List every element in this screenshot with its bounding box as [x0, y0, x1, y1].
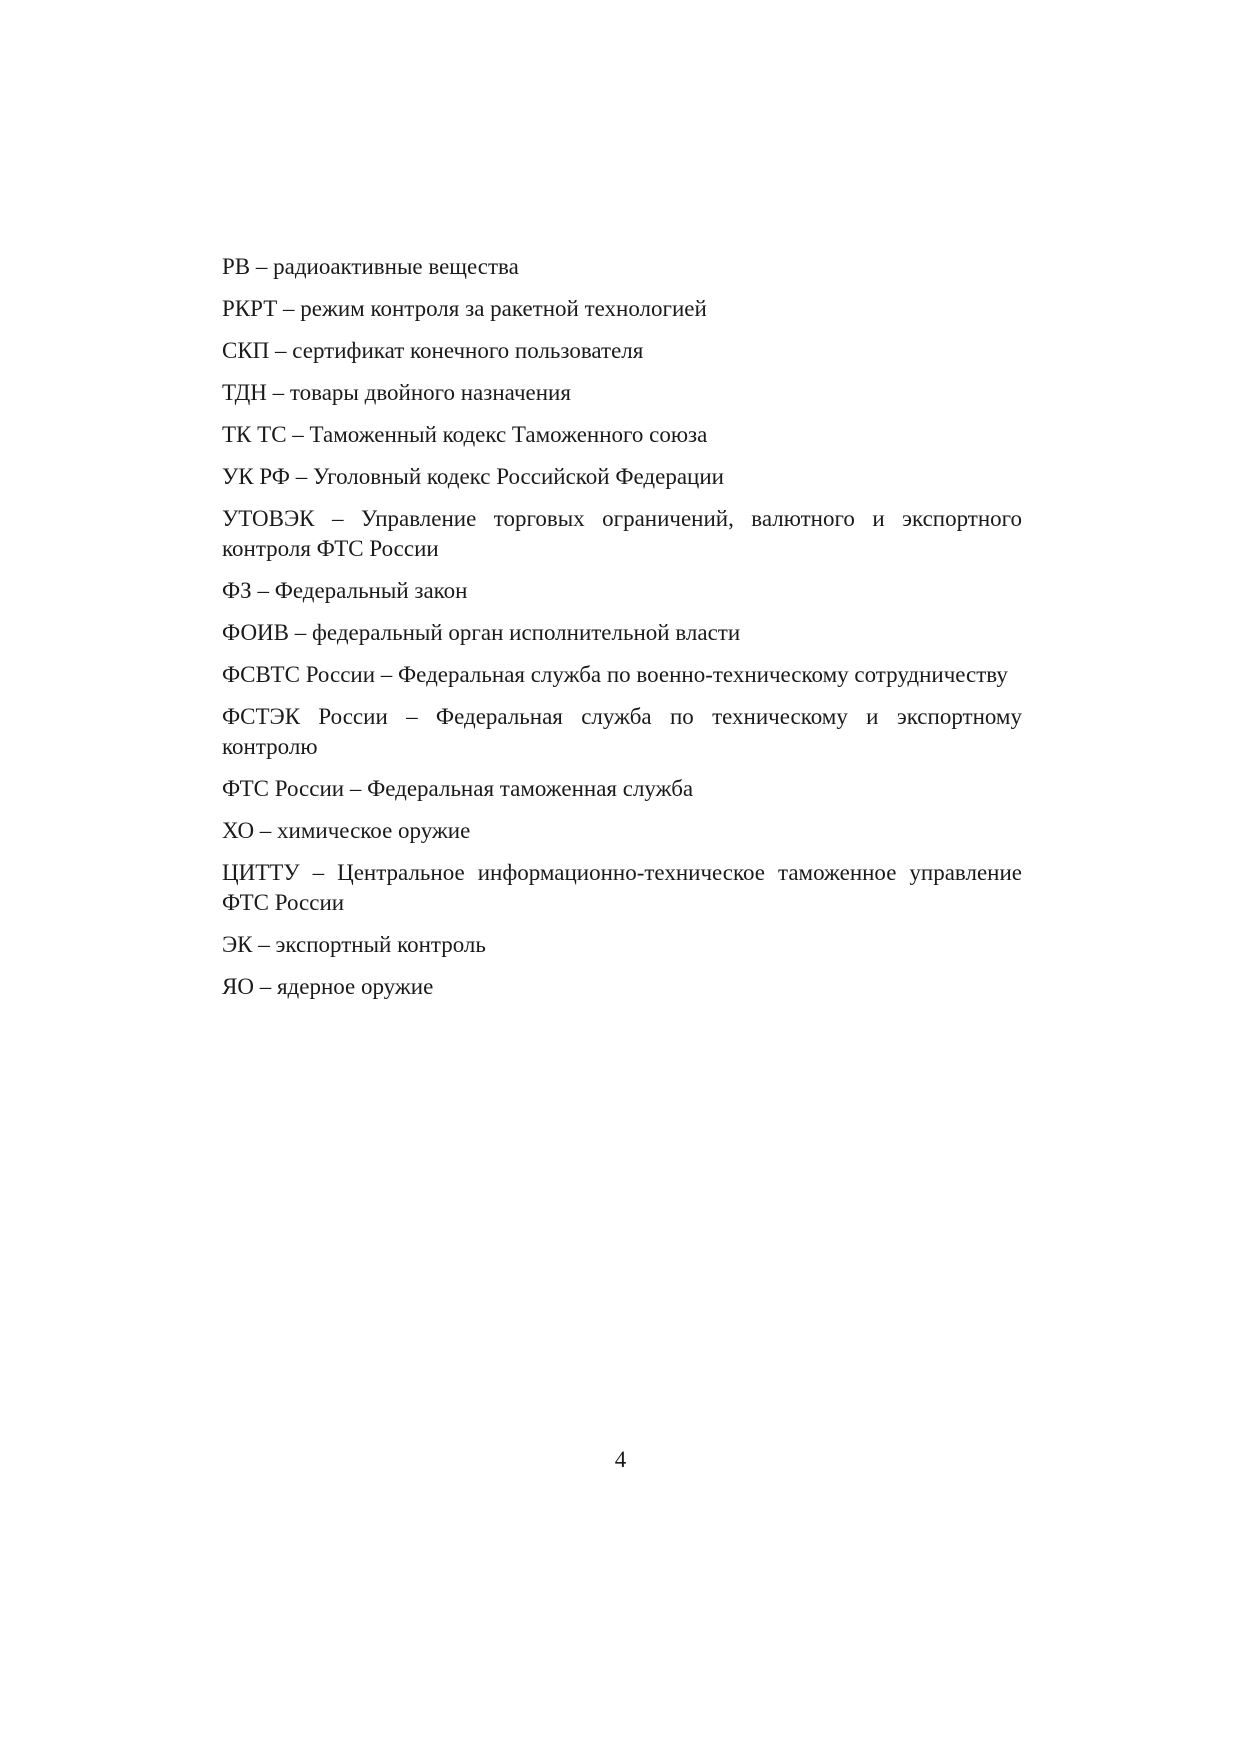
abbreviation-entry: РВ – радиоактивные вещества: [222, 254, 519, 279]
abbreviation-entry: ФОИВ – федеральный орган исполнительной власти: [222, 620, 741, 645]
abbreviation-entry: ЦИТТУ – Центральное информационно-техническое таможенное управление ФТС России: [222, 860, 1022, 915]
page-number: 4: [614, 1447, 627, 1472]
abbreviation-entry: ХО – химическое оружие: [222, 818, 471, 843]
abbreviation-entry: СКП – сертификат конечного пользователя: [222, 338, 644, 363]
abbreviation-entry: ТДН – товары двойного назначения: [222, 380, 571, 405]
abbreviation-entry: ЯО – ядерное оружие: [222, 974, 434, 999]
abbreviation-entry: ФСВТС России – Федеральная служба по военно-техническому сотрудничеству: [222, 662, 1008, 687]
abbreviation-entry: ТК ТС – Таможенный кодекс Таможенного союза: [222, 422, 708, 447]
abbreviation-entry: ФТС России – Федеральная таможенная служба: [222, 776, 694, 801]
abbreviation-entry: ФСТЭК России – Федеральная служба по техническому и экспортному контролю: [222, 704, 1022, 759]
abbreviation-entry: ФЗ – Федеральный закон: [222, 578, 468, 603]
abbreviation-entry: УТОВЭК – Управление торговых ограничений, валютного и экспортного контроля ФТС России: [222, 506, 1022, 561]
abbreviation-entry: УК РФ – Уголовный кодекс Российской Федерации: [222, 464, 724, 489]
abbreviation-entry: ЭК – экспортный контроль: [222, 932, 486, 957]
abbreviation-list: [222, 252, 1022, 1014]
abbreviation-entry: РКРТ – режим контроля за ракетной технологией: [222, 296, 707, 321]
